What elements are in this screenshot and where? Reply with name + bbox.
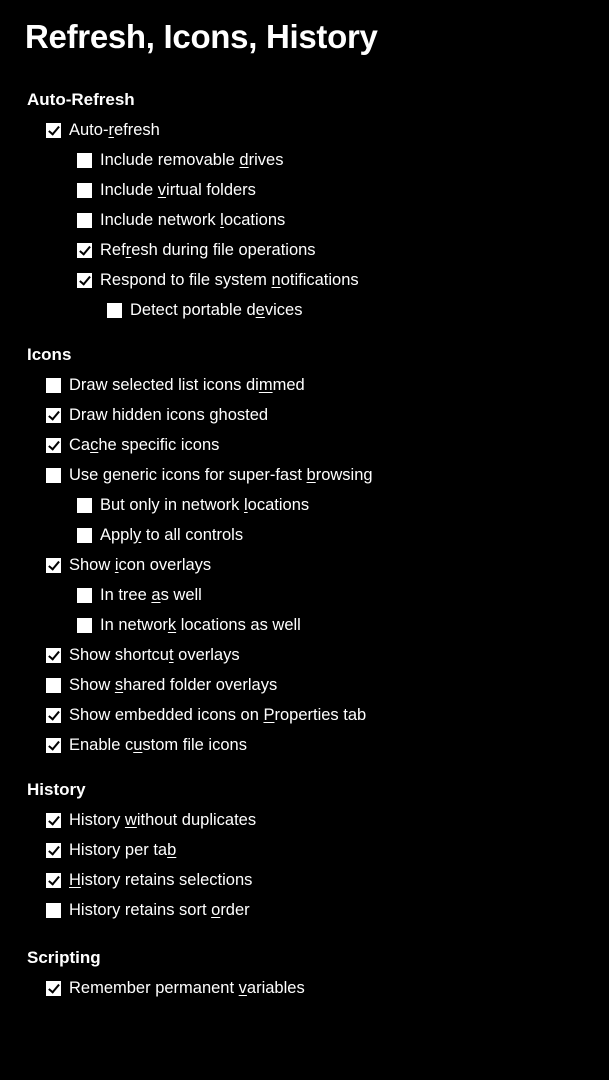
access-key: o	[211, 900, 221, 919]
label-text: Respond to file system	[100, 270, 272, 289]
option-history-per-tab[interactable]	[46, 840, 176, 860]
checkbox-checked[interactable]	[77, 243, 92, 258]
label-text: hosted	[218, 405, 269, 424]
checkbox-unchecked[interactable]	[77, 588, 92, 603]
option-label	[100, 586, 202, 605]
access-key: H	[69, 870, 81, 889]
checkbox-unchecked[interactable]	[46, 903, 61, 918]
checkbox-checked[interactable]	[46, 738, 61, 753]
option-label	[69, 841, 176, 860]
option-label	[69, 901, 250, 920]
option-label	[69, 376, 305, 395]
checkbox-unchecked[interactable]	[77, 213, 92, 228]
option-detect-portable-devices[interactable]	[107, 300, 302, 320]
option-history-retains-selections[interactable]	[46, 870, 252, 890]
label-text: otifications	[280, 270, 359, 289]
checkbox-unchecked[interactable]	[77, 183, 92, 198]
access-key: r	[125, 240, 132, 259]
option-in-tree-as-well[interactable]	[77, 585, 202, 605]
checkbox-checked[interactable]	[46, 708, 61, 723]
access-key: t	[168, 645, 174, 664]
label-text: s well	[160, 585, 202, 604]
label-text: hared folder overlays	[123, 675, 278, 694]
access-key: s	[114, 675, 124, 694]
access-key: i	[114, 555, 119, 574]
option-auto-refresh[interactable]	[46, 120, 160, 140]
label-text: Include removable	[100, 150, 240, 169]
option-respond-to-file-system-notifications[interactable]	[77, 270, 359, 290]
option-but-only-in-network-locations[interactable]	[77, 495, 309, 515]
option-label	[130, 301, 302, 320]
label-text: efresh	[113, 120, 160, 139]
label-text: Show shortcu	[69, 645, 169, 664]
access-key: b	[167, 840, 177, 859]
access-key: l	[244, 495, 248, 514]
option-label	[100, 241, 316, 260]
label-text: vices	[264, 300, 303, 319]
option-label	[69, 646, 240, 665]
checkbox-checked[interactable]	[46, 648, 61, 663]
access-key: u	[133, 735, 143, 754]
label-text: he specific icons	[98, 435, 220, 454]
label-text: Ca	[69, 435, 91, 454]
label-text: Include	[100, 180, 158, 199]
option-cache-specific-icons[interactable]	[46, 435, 219, 455]
option-label	[69, 436, 219, 455]
option-include-removable-drives[interactable]	[77, 150, 283, 170]
access-key: l	[220, 210, 224, 229]
checkbox-unchecked[interactable]	[46, 468, 61, 483]
option-label	[100, 271, 359, 290]
checkbox-checked[interactable]	[46, 123, 61, 138]
option-use-generic-icons[interactable]	[46, 465, 373, 485]
option-history-retains-sort-order[interactable]	[46, 900, 250, 920]
option-label	[69, 871, 252, 890]
access-key: m	[258, 375, 273, 394]
label-text: Appl	[100, 525, 134, 544]
option-refresh-during-file-operations[interactable]	[77, 240, 316, 260]
label-text: Draw selected list icons di	[69, 375, 259, 394]
checkbox-unchecked[interactable]	[77, 498, 92, 513]
access-key: y	[133, 525, 142, 544]
access-key: a	[151, 585, 161, 604]
checkbox-checked[interactable]	[77, 273, 92, 288]
checkbox-unchecked[interactable]	[46, 678, 61, 693]
option-label	[69, 736, 247, 755]
access-key: w	[124, 810, 137, 829]
option-show-shared-folder-overlays[interactable]	[46, 675, 277, 695]
label-text: Show	[69, 555, 115, 574]
option-label	[69, 406, 268, 425]
label-text: roperties tab	[274, 705, 367, 724]
option-include-virtual-folders[interactable]	[77, 180, 256, 200]
label-text: Show embedded icons on	[69, 705, 264, 724]
label-text: Draw hidden icons	[69, 405, 210, 424]
option-label	[100, 496, 309, 515]
label-text: Enable c	[69, 735, 134, 754]
label-text: ocations	[247, 495, 310, 514]
option-label	[69, 979, 305, 998]
checkbox-unchecked[interactable]	[46, 378, 61, 393]
option-draw-selected-list-icons-dimmed[interactable]	[46, 375, 305, 395]
label-text: to all controls	[141, 525, 244, 544]
label-text: But only in network	[100, 495, 244, 514]
option-label	[100, 151, 283, 170]
option-enable-custom-file-icons[interactable]	[46, 735, 247, 755]
label-text: con overlays	[118, 555, 212, 574]
option-label	[100, 181, 256, 200]
access-key: c	[90, 435, 99, 454]
label-text: med	[272, 375, 305, 394]
option-label	[100, 526, 243, 545]
page-title: Refresh, Icons, History	[25, 18, 378, 55]
option-draw-hidden-icons-ghosted[interactable]	[46, 405, 268, 425]
option-history-without-duplicates[interactable]	[46, 810, 256, 830]
label-text: overlays	[173, 645, 240, 664]
label-text: irtual folders	[166, 180, 256, 199]
checkbox-unchecked[interactable]	[77, 618, 92, 633]
option-in-network-locations-as-well[interactable]	[77, 615, 301, 635]
checkbox-unchecked[interactable]	[107, 303, 122, 318]
option-label	[69, 466, 373, 485]
option-show-icon-overlays[interactable]	[46, 555, 211, 575]
checkbox-checked[interactable]	[46, 558, 61, 573]
checkbox-unchecked[interactable]	[77, 153, 92, 168]
label-text: Detect portable d	[130, 300, 256, 319]
option-label	[100, 616, 301, 635]
option-include-network-locations[interactable]	[77, 210, 285, 230]
option-label	[100, 211, 285, 230]
section-header-scripting: Scripting	[27, 948, 101, 967]
checkbox-unchecked[interactable]	[77, 528, 92, 543]
access-key: g	[209, 405, 219, 424]
access-key: n	[271, 270, 281, 289]
label-text: rives	[248, 150, 284, 169]
label-text: stom file icons	[142, 735, 247, 754]
section-header-history: History	[27, 780, 86, 799]
option-label	[69, 556, 211, 575]
label-text: Auto-	[69, 120, 109, 139]
label-text: Include network	[100, 210, 221, 229]
option-remember-permanent-variables[interactable]	[46, 978, 305, 998]
access-key: e	[255, 300, 265, 319]
label-text: esh during file operations	[131, 240, 316, 259]
label-text: In tree	[100, 585, 152, 604]
label-text: Show	[69, 675, 115, 694]
checkbox-checked[interactable]	[46, 843, 61, 858]
label-text: ocations	[223, 210, 286, 229]
option-label	[69, 706, 366, 725]
label-text: History per ta	[69, 840, 168, 859]
label-text: Remember permanent	[69, 978, 239, 997]
label-text: rowsing	[315, 465, 373, 484]
option-label	[69, 811, 256, 830]
checkbox-checked[interactable]	[46, 981, 61, 996]
section-header-auto-refresh: Auto-Refresh	[27, 90, 135, 109]
access-key: v	[157, 180, 167, 199]
label-text: ariables	[246, 978, 305, 997]
label-text: In networ	[100, 615, 168, 634]
access-key: v	[238, 978, 247, 997]
option-label	[69, 121, 160, 140]
option-apply-to-all-controls[interactable]	[77, 525, 243, 545]
access-key: r	[108, 120, 114, 139]
label-text: History	[69, 810, 125, 829]
access-key: P	[263, 705, 275, 724]
label-text: istory retains selections	[80, 870, 253, 889]
checkbox-checked[interactable]	[46, 873, 61, 888]
checkbox-checked[interactable]	[46, 408, 61, 423]
label-text: locations as well	[176, 615, 301, 634]
access-key: k	[167, 615, 177, 634]
option-label	[69, 676, 277, 695]
checkbox-checked[interactable]	[46, 813, 61, 828]
label-text: Ref	[100, 240, 126, 259]
label-text: rder	[220, 900, 250, 919]
option-show-shortcut-overlays[interactable]	[46, 645, 240, 665]
label-text: Use generic icons for super-fast	[69, 465, 307, 484]
section-header-icons: Icons	[27, 345, 72, 364]
label-text: ithout duplicates	[136, 810, 257, 829]
option-show-embedded-icons[interactable]	[46, 705, 366, 725]
access-key: b	[306, 465, 316, 484]
label-text: History retains sort	[69, 900, 212, 919]
access-key: d	[239, 150, 249, 169]
checkbox-checked[interactable]	[46, 438, 61, 453]
